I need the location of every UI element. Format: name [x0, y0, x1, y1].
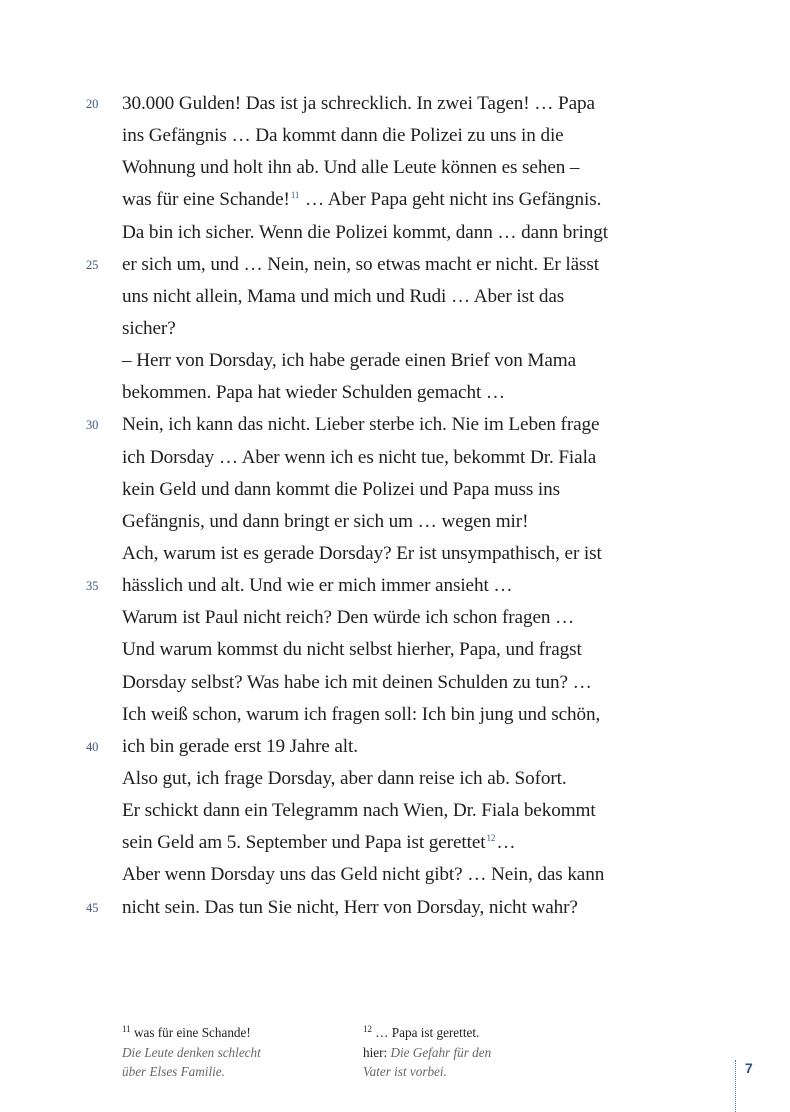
line-text: ich bin gerade erst 19 Jahre alt.: [122, 735, 358, 757]
text-line: [122, 184, 682, 216]
line-text: Dorsday selbst? Was habe ich mit deinen Schulden zu tun? …: [122, 671, 592, 693]
line-text: was für eine Schande!: [122, 189, 290, 211]
footnote-gloss: Die Leute denken schlecht: [122, 1044, 261, 1060]
line-number: 35: [86, 579, 99, 594]
line-number: 40: [86, 739, 99, 754]
footnote-label: hier:: [363, 1044, 388, 1060]
line-text: Nein, ich kann das nicht. Lieber sterbe ich. Nie im Leben frage: [122, 414, 600, 436]
text-line: [122, 827, 682, 859]
text-line: [86, 88, 682, 120]
line-text: nicht sein. Das tun Sie nicht, Herr von Dorsday, nicht wahr?: [122, 896, 578, 918]
line-text: er sich um, und … Nein, nein, so etwas macht er nicht. Er lässt: [122, 253, 600, 275]
line-text: Aber wenn Dorsday uns das Geld nicht gibt? … Nein, das kann: [122, 864, 605, 886]
text-line: [122, 506, 682, 538]
footnote-term: … Papa ist gerettet.: [372, 1025, 480, 1040]
text-line: [86, 892, 682, 924]
main-text: [86, 88, 682, 924]
text-line: [122, 152, 682, 184]
text-line: [122, 442, 682, 474]
text-line: [122, 763, 682, 795]
footnote-11: [122, 1023, 342, 1082]
text-line: [86, 731, 682, 763]
line-number: 30: [86, 418, 99, 433]
text-line: [122, 667, 682, 699]
line-number: 45: [86, 900, 99, 915]
footnote-12: [363, 1023, 583, 1082]
page-number: 7: [745, 1060, 753, 1076]
text-line: [122, 377, 682, 409]
line-text: Warum ist Paul nicht reich? Den würde ich schon fragen …: [122, 607, 575, 629]
page-edge-rule: [735, 1060, 736, 1112]
text-line: [122, 474, 682, 506]
footnote-ref: 12: [486, 833, 496, 844]
line-text: sein Geld am 5. September und Papa ist gerettet: [122, 832, 486, 854]
footnote-ref: 11: [290, 190, 300, 201]
line-text: Wohnung und holt ihn ab. Und alle Leute können es sehen –: [122, 157, 580, 179]
line-text: …: [496, 832, 516, 854]
line-text: bekommen. Papa hat wieder Schulden gemacht …: [122, 382, 505, 404]
line-text: Gefängnis, und dann bringt er sich um … wegen mir!: [122, 510, 529, 532]
text-line: [122, 859, 682, 891]
footnote-number: 11: [122, 1024, 131, 1034]
line-text: – Herr von Dorsday, ich habe gerade einen Brief von Mama: [122, 350, 577, 372]
text-line: [86, 249, 682, 281]
line-text: sicher?: [122, 317, 176, 339]
footnote-gloss: Die Gefahr für den: [387, 1044, 492, 1060]
line-text: ich Dorsday … Aber wenn ich es nicht tue, bekommt Dr. Fiala: [122, 446, 597, 468]
footnote-gloss: Vater ist vorbei.: [363, 1064, 447, 1079]
text-line: [122, 281, 682, 313]
text-line: [122, 217, 682, 249]
line-text: ins Gefängnis … Da kommt dann die Polizei zu uns in die: [122, 125, 564, 147]
line-text: Er schickt dann ein Telegramm nach Wien, Dr. Fiala bekommt: [122, 800, 596, 822]
text-line: [122, 634, 682, 666]
footnote-number: 12: [363, 1024, 372, 1034]
text-line: [122, 313, 682, 345]
text-line: [122, 538, 682, 570]
text-line: [122, 120, 682, 152]
line-text: Und warum kommst du nicht selbst hierher, Papa, und fragst: [122, 639, 582, 661]
footnote-gloss: über Elses Familie.: [122, 1064, 225, 1079]
text-line: [122, 345, 682, 377]
line-text: Ach, warum ist es gerade Dorsday? Er ist unsympathisch, er ist: [122, 542, 602, 564]
line-text: uns nicht allein, Mama und mich und Rudi … Aber ist das: [122, 285, 565, 307]
line-text: … Aber Papa geht nicht ins Gefängnis.: [300, 189, 602, 211]
footnote-term: was für eine Schande!: [130, 1025, 251, 1040]
line-text: hässlich und alt. Und wie er mich immer ansieht …: [122, 575, 513, 597]
line-text: Ich weiß schon, warum ich fragen soll: Ich bin jung und schön,: [122, 703, 601, 725]
line-number: 20: [86, 97, 99, 111]
line-text: kein Geld und dann kommt die Polizei und Papa muss ins: [122, 478, 561, 500]
line-text: Also gut, ich frage Dorsday, aber dann reise ich ab. Sofort.: [122, 767, 567, 789]
line-text: Da bin ich sicher. Wenn die Polizei kommt, dann … dann bringt: [122, 221, 608, 243]
text-line: [122, 699, 682, 731]
line-number: 25: [86, 257, 99, 272]
text-line: [86, 570, 682, 602]
text-line: [86, 409, 682, 441]
text-line: [122, 602, 682, 634]
line-text: 30.000 Gulden! Das ist ja schrecklich. In zwei Tagen! … Papa: [122, 93, 595, 114]
text-line: [122, 795, 682, 827]
